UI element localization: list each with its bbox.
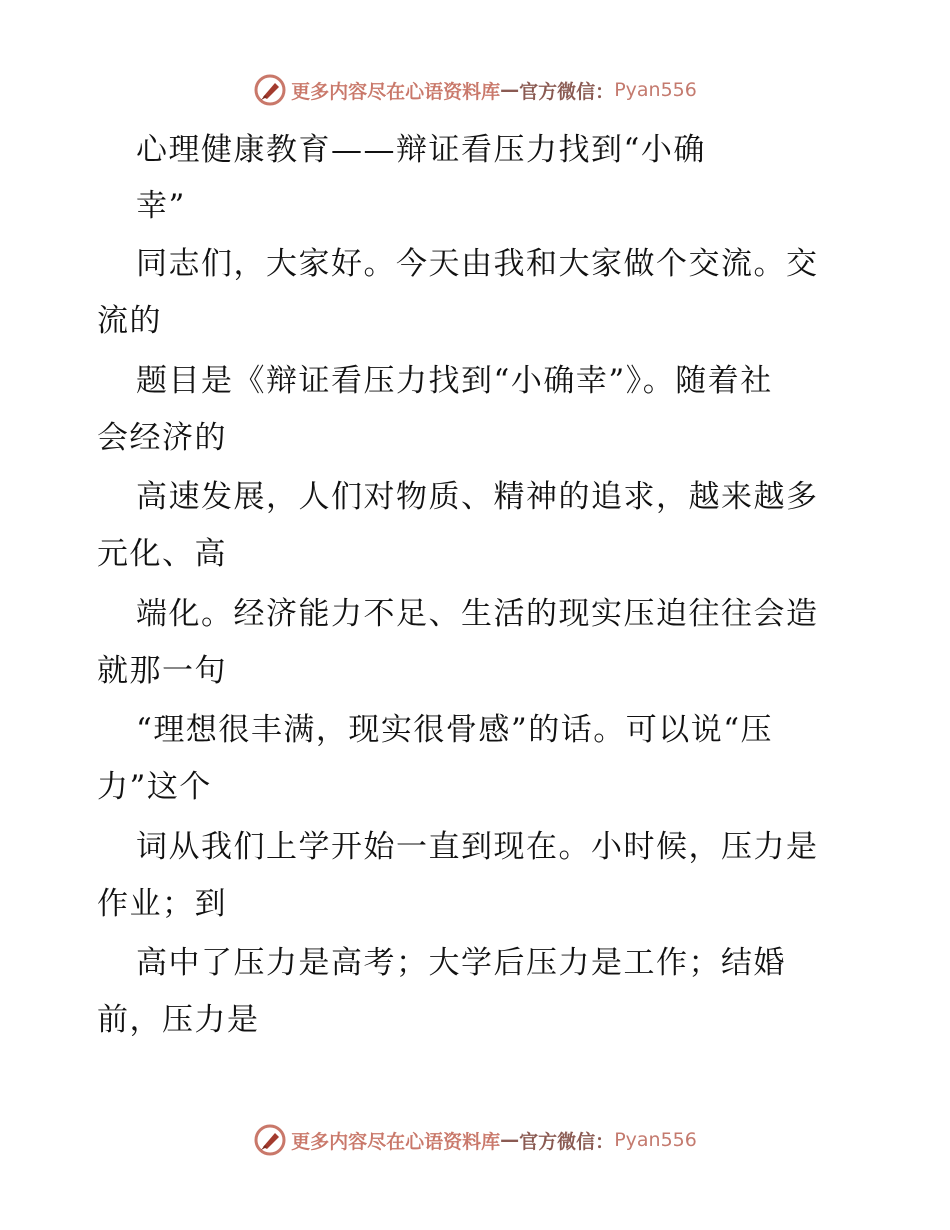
paragraph-line: 同志们，大家好。今天由我和大家做个交流。交 <box>136 246 819 282</box>
doc-title-line-1: 心理健康教育——辩证看压力找到“小确 <box>136 132 706 168</box>
paragraph-line: “理想很丰满，现实很骨感”的话。可以说“压 <box>136 712 774 748</box>
banner-dash: — <box>500 1129 520 1151</box>
banner-wechat-id: Pyan556 <box>614 79 697 101</box>
footer-banner <box>0 1120 950 1160</box>
paragraph-line: 端化。经济能力不足、生活的现实压迫往往会造 <box>136 596 819 632</box>
paragraph-line: 高中了压力是高考；大学后压力是工作；结婚 <box>136 945 786 981</box>
doc-title-line-2: 幸” <box>136 188 186 224</box>
pen-nib-circle-icon <box>253 73 287 107</box>
paragraph-line: 高速发展，人们对物质、精神的追求，越来越多 <box>136 479 819 515</box>
header-banner <box>0 70 950 110</box>
banner-dash: — <box>500 79 520 101</box>
paragraph-line: 题目是《辩证看压力找到“小确幸”》。随着社 <box>136 363 773 399</box>
paragraph-line: 词从我们上学开始一直到现在。小时候，压力是 <box>136 829 819 865</box>
paragraph-line: 就那一句 <box>97 653 227 689</box>
paragraph-line: 前，压力是 <box>97 1002 260 1038</box>
paragraph-line: 力”这个 <box>97 769 212 805</box>
paragraph-line: 会经济的 <box>97 420 227 456</box>
paragraph-line: 作业；到 <box>97 886 227 922</box>
paragraph-line: 元化、高 <box>97 536 227 572</box>
banner-wechat-id: Pyan556 <box>614 1129 697 1151</box>
banner-text: 更多内容尽在心语资料库 <box>291 1130 501 1153</box>
banner-text: 更多内容尽在心语资料库 <box>291 80 501 103</box>
paragraph-line: 流的 <box>97 303 162 339</box>
banner-wechat-label: 官方微信： <box>519 80 615 103</box>
banner-wechat-label: 官方微信： <box>519 1130 615 1153</box>
pen-nib-circle-icon <box>253 1123 287 1157</box>
